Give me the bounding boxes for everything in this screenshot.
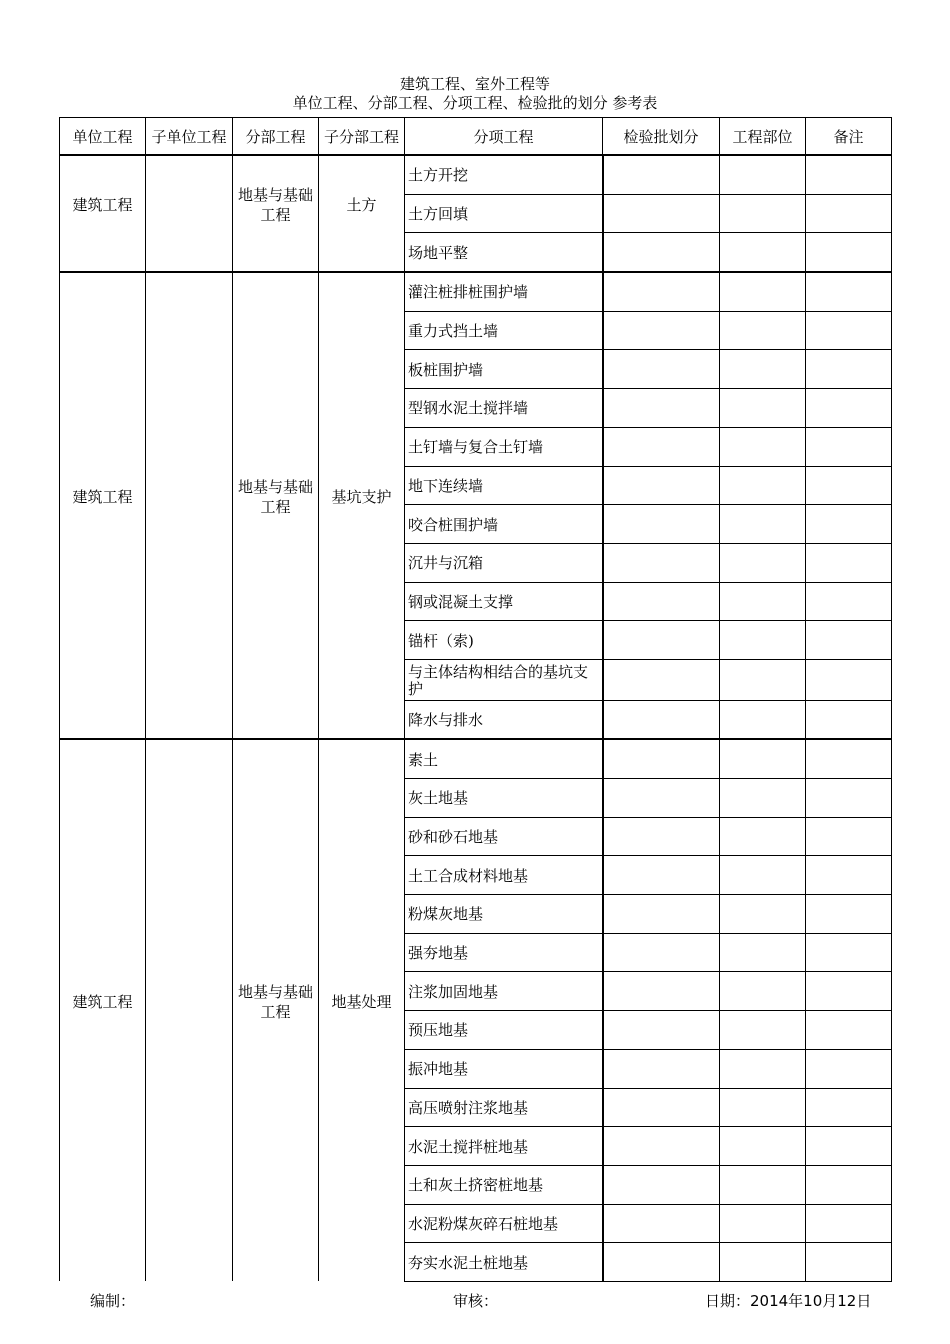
item-cell: 降水与排水	[405, 700, 603, 739]
unit-cell: 建筑工程	[60, 739, 146, 1281]
item-cell: 板桩围护墙	[405, 350, 603, 389]
prepared-by-label: 编制：	[90, 1292, 136, 1310]
item-cell: 咬合桩围护墙	[405, 505, 603, 544]
remarks-cell	[806, 1088, 892, 1127]
remarks-cell	[806, 155, 892, 194]
inspection-lot-cell	[603, 1127, 720, 1166]
table-subtitle: 单位工程、分部工程、分项工程、检验批的划分 参考表	[292, 94, 658, 112]
item-cell: 重力式挡土墙	[405, 311, 603, 350]
item-cell: 夯实水泥土桩地基	[405, 1243, 603, 1282]
item-cell: 砂和砂石地基	[405, 817, 603, 856]
remarks-cell	[806, 543, 892, 582]
header-row	[60, 118, 892, 156]
inspection-lot-cell	[603, 700, 720, 739]
remarks-cell	[806, 427, 892, 466]
inspection-lot-cell	[603, 817, 720, 856]
header-item: 分项工程	[405, 118, 603, 156]
item-cell: 强夯地基	[405, 933, 603, 972]
inspection-lot-cell	[603, 972, 720, 1011]
division-cell: 地基与基础工程	[233, 155, 319, 272]
location-cell	[720, 856, 806, 895]
remarks-cell	[806, 1165, 892, 1204]
item-cell: 地下连续墙	[405, 466, 603, 505]
remarks-cell	[806, 779, 892, 818]
item-cell: 注浆加固地基	[405, 972, 603, 1011]
date-label: 日期：2014年10月12日	[705, 1292, 872, 1310]
inspection-lot-cell	[603, 155, 720, 194]
sub-unit-cell	[146, 739, 233, 1281]
item-cell: 振冲地基	[405, 1049, 603, 1088]
item-cell: 土方回填	[405, 194, 603, 233]
inspection-lot-cell	[603, 739, 720, 778]
inspection-lot-cell	[603, 505, 720, 544]
sub-unit-cell	[146, 272, 233, 739]
remarks-cell	[806, 895, 892, 934]
inspection-lot-cell	[603, 194, 720, 233]
location-cell	[720, 505, 806, 544]
inspection-lot-cell	[603, 1243, 720, 1282]
remarks-cell	[806, 389, 892, 428]
remarks-cell	[806, 1049, 892, 1088]
item-cell: 与主体结构相结合的基坑支护	[405, 659, 603, 700]
header-remarks: 备注	[806, 118, 892, 156]
location-cell	[720, 972, 806, 1011]
inspection-lot-cell	[603, 350, 720, 389]
location-cell	[720, 1204, 806, 1243]
table-body	[60, 155, 892, 1281]
header-sub-division: 子分部工程	[319, 118, 405, 156]
item-cell: 土工合成材料地基	[405, 856, 603, 895]
location-cell	[720, 1049, 806, 1088]
remarks-cell	[806, 350, 892, 389]
item-cell: 水泥粉煤灰碎石桩地基	[405, 1204, 603, 1243]
inspection-lot-cell	[603, 1165, 720, 1204]
location-cell	[720, 155, 806, 194]
location-cell	[720, 543, 806, 582]
location-cell	[720, 779, 806, 818]
inspection-lot-cell	[603, 1204, 720, 1243]
inspection-lot-cell	[603, 311, 720, 350]
location-cell	[720, 621, 806, 660]
item-cell: 土钉墙与复合土钉墙	[405, 427, 603, 466]
header-division: 分部工程	[233, 118, 319, 156]
item-cell: 粉煤灰地基	[405, 895, 603, 934]
division-cell: 地基与基础工程	[233, 739, 319, 1281]
location-cell	[720, 1127, 806, 1166]
location-cell	[720, 466, 806, 505]
remarks-cell	[806, 582, 892, 621]
inspection-lot-cell	[603, 856, 720, 895]
inspection-lot-cell	[603, 427, 720, 466]
sub-division-cell: 基坑支护	[319, 272, 405, 739]
item-cell: 高压喷射注浆地基	[405, 1088, 603, 1127]
item-cell: 灌注桩排桩围护墙	[405, 272, 603, 311]
division-cell: 地基与基础工程	[233, 272, 319, 739]
header-inspection-lot: 检验批划分	[603, 118, 720, 156]
sub-division-cell: 土方	[319, 155, 405, 272]
item-cell: 场地平整	[405, 233, 603, 272]
inspection-lot-cell	[603, 895, 720, 934]
remarks-cell	[806, 1127, 892, 1166]
inspection-lot-cell	[603, 1088, 720, 1127]
sub-unit-cell	[146, 155, 233, 272]
sub-division-cell: 地基处理	[319, 739, 405, 1281]
item-cell: 灰土地基	[405, 779, 603, 818]
inspection-lot-cell	[603, 233, 720, 272]
remarks-cell	[806, 1243, 892, 1282]
location-cell	[720, 1243, 806, 1282]
location-cell	[720, 817, 806, 856]
location-cell	[720, 311, 806, 350]
location-cell	[720, 194, 806, 233]
unit-cell: 建筑工程	[60, 272, 146, 739]
remarks-cell	[806, 194, 892, 233]
location-cell	[720, 739, 806, 778]
item-cell: 土方开挖	[405, 155, 603, 194]
table-row	[60, 739, 892, 778]
remarks-cell	[806, 817, 892, 856]
inspection-lot-cell	[603, 543, 720, 582]
item-cell: 预压地基	[405, 1011, 603, 1050]
remarks-cell	[806, 466, 892, 505]
location-cell	[720, 659, 806, 700]
remarks-cell	[806, 856, 892, 895]
remarks-cell	[806, 700, 892, 739]
remarks-cell	[806, 1011, 892, 1050]
table-row	[60, 155, 892, 194]
remarks-cell	[806, 739, 892, 778]
remarks-cell	[806, 933, 892, 972]
location-cell	[720, 895, 806, 934]
location-cell	[720, 1165, 806, 1204]
division-table	[59, 117, 892, 1282]
location-cell	[720, 1011, 806, 1050]
item-cell: 钢或混凝土支撑	[405, 582, 603, 621]
table-title: 建筑工程、室外工程等	[399, 75, 550, 93]
location-cell	[720, 427, 806, 466]
inspection-lot-cell	[603, 621, 720, 660]
inspection-lot-cell	[603, 779, 720, 818]
location-cell	[720, 389, 806, 428]
location-cell	[720, 233, 806, 272]
inspection-lot-cell	[603, 933, 720, 972]
header-location: 工程部位	[720, 118, 806, 156]
remarks-cell	[806, 272, 892, 311]
remarks-cell	[806, 233, 892, 272]
location-cell	[720, 350, 806, 389]
location-cell	[720, 933, 806, 972]
location-cell	[720, 272, 806, 311]
item-cell: 素土	[405, 739, 603, 778]
item-cell: 型钢水泥土搅拌墙	[405, 389, 603, 428]
remarks-cell	[806, 621, 892, 660]
inspection-lot-cell	[603, 1011, 720, 1050]
remarks-cell	[806, 505, 892, 544]
location-cell	[720, 1088, 806, 1127]
inspection-lot-cell	[603, 272, 720, 311]
item-cell: 锚杆（索)	[405, 621, 603, 660]
remarks-cell	[806, 1204, 892, 1243]
location-cell	[720, 700, 806, 739]
inspection-lot-cell	[603, 582, 720, 621]
header-unit: 单位工程	[60, 118, 146, 156]
reviewed-by-label: 审核：	[453, 1292, 499, 1310]
item-cell: 沉井与沉箱	[405, 543, 603, 582]
table-row	[60, 272, 892, 311]
location-cell	[720, 582, 806, 621]
inspection-lot-cell	[603, 389, 720, 428]
remarks-cell	[806, 659, 892, 700]
inspection-lot-cell	[603, 466, 720, 505]
inspection-lot-cell	[603, 1049, 720, 1088]
unit-cell: 建筑工程	[60, 155, 146, 272]
remarks-cell	[806, 311, 892, 350]
inspection-lot-cell	[603, 659, 720, 700]
remarks-cell	[806, 972, 892, 1011]
item-cell: 水泥土搅拌桩地基	[405, 1127, 603, 1166]
item-cell: 土和灰土挤密桩地基	[405, 1165, 603, 1204]
header-sub-unit: 子单位工程	[146, 118, 233, 156]
